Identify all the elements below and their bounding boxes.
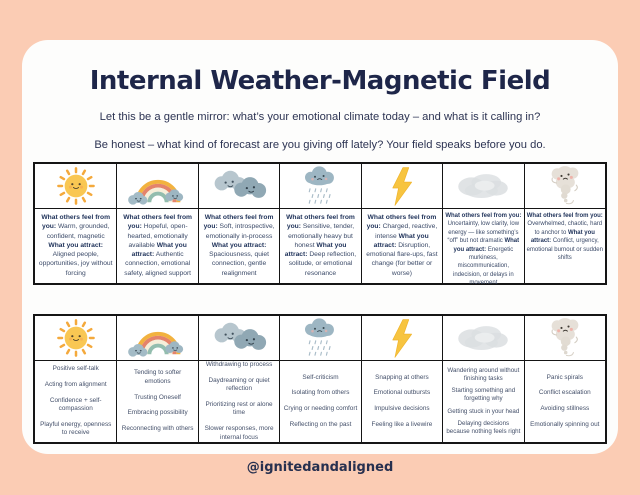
rainbow-icon bbox=[125, 166, 191, 207]
feel-label: What others feel from you: bbox=[445, 213, 522, 219]
icon-cell-sunny bbox=[35, 164, 116, 209]
sign-item: Acting from alignment bbox=[44, 381, 107, 389]
field-row bbox=[35, 209, 605, 287]
signs-cell-rainbow bbox=[116, 361, 197, 442]
tornado-icon bbox=[545, 316, 585, 361]
page-title: Internal Weather-Magnetic Field bbox=[89, 66, 551, 96]
fog-icon bbox=[453, 170, 513, 203]
sign-item: Confidence + self-compassion bbox=[49, 396, 102, 413]
signs-cell-foggy bbox=[442, 361, 523, 442]
icon-cell-rainbow bbox=[116, 164, 197, 209]
subtitle-line-2: Be honest – what kind of forecast are you giving off lately? Your field speaks before you do. bbox=[94, 139, 546, 151]
sun-icon bbox=[54, 164, 98, 208]
field-cell-cloudy bbox=[198, 209, 279, 283]
feel-label: What others feel from you: bbox=[286, 214, 355, 231]
sun-icon bbox=[54, 316, 98, 360]
clouds-icon bbox=[206, 318, 272, 359]
feel-label: What others feel from you: bbox=[41, 214, 111, 231]
sign-item: Trusting Oneself bbox=[134, 393, 181, 401]
rain-cloud-icon bbox=[300, 318, 340, 358]
feel-label: What others feel from you: bbox=[123, 214, 192, 231]
sign-item: Embracing possibility bbox=[127, 409, 188, 417]
sign-item: Feeling like a livewire bbox=[371, 421, 433, 429]
icon-cell-tornado bbox=[524, 316, 605, 361]
sign-item: Isolating from others bbox=[291, 389, 350, 397]
icon-cell-rainy bbox=[279, 316, 360, 361]
field-cell-sunny bbox=[35, 209, 116, 283]
fog-icon bbox=[453, 322, 513, 355]
attract-label: What you attract: bbox=[530, 229, 595, 245]
feel-text: Soft, introspective, emotionally in-process bbox=[205, 223, 275, 240]
field-cell-foggy bbox=[442, 209, 523, 287]
rain-cloud-icon bbox=[300, 166, 340, 206]
attract-text: Energetic murkiness, miscommunication, indecision, or delays in movement bbox=[453, 246, 514, 287]
signs-cell-rainy bbox=[279, 361, 360, 442]
sign-item: Playful energy, openness to receive bbox=[40, 421, 112, 437]
sign-item: Daydreaming or quiet reflection bbox=[208, 376, 270, 393]
signs-cell-tornado bbox=[524, 361, 605, 442]
sign-item: Impulsive decisions bbox=[374, 405, 430, 413]
attract-label: What you attract: bbox=[284, 241, 347, 258]
sign-item: Slower responses, more internal focus bbox=[204, 425, 274, 441]
sign-item: Tending to softer emotions bbox=[134, 369, 182, 385]
attract-label: What you attract: bbox=[373, 232, 429, 249]
icon-cell-stormy bbox=[361, 164, 442, 209]
lightning-icon bbox=[387, 166, 416, 207]
icon-cell-tornado bbox=[524, 164, 605, 209]
attract-label: What you attract: bbox=[453, 238, 520, 253]
sign-item: Starting something and forgetting why bbox=[451, 387, 516, 403]
icon-row bbox=[35, 316, 605, 361]
attract-text: Aligned people, opportunities, joy without forcing bbox=[38, 251, 113, 277]
clouds-icon bbox=[206, 166, 272, 207]
sign-item: Delaying decisions because nothing feels right bbox=[446, 420, 521, 436]
attract-label: What you attract: bbox=[131, 241, 187, 258]
icon-cell-cloudy bbox=[198, 164, 279, 209]
attract-label: What you attract: bbox=[211, 241, 267, 249]
icon-cell-rainbow bbox=[116, 316, 197, 361]
social-handle: @ignitedandaligned bbox=[246, 460, 394, 475]
feel-text: Hopeful, open-hearted, emotionally available bbox=[127, 223, 188, 249]
sign-item: Reflecting on the past bbox=[289, 421, 352, 429]
attract-text: Spaciousness, quiet connection, gentle realignment bbox=[209, 251, 269, 277]
field-cell-stormy bbox=[361, 209, 442, 283]
sign-item: Reconnecting with others bbox=[121, 425, 194, 433]
sign-item: Positive self-talk bbox=[52, 365, 99, 373]
signs-row bbox=[35, 361, 605, 442]
sign-item: Conflict escalation bbox=[538, 389, 591, 397]
icon-cell-foggy bbox=[442, 164, 523, 209]
subtitle-line-1: Let this be a gentle mirror: what’s your emotional climate today – and what is it calling in? bbox=[99, 111, 541, 123]
tornado-icon bbox=[545, 164, 585, 209]
sign-item: Prioritizing rest or alone time bbox=[205, 401, 273, 417]
signs-cell-sunny bbox=[35, 361, 116, 442]
icon-cell-sunny bbox=[35, 316, 116, 361]
sign-item: Getting stuck in your head bbox=[447, 407, 520, 415]
attract-text: Disruption, emotional flare-ups, fast change (for better or worse) bbox=[366, 241, 438, 277]
attract-label: What you attract: bbox=[48, 241, 104, 249]
sign-item: Self-criticism bbox=[302, 373, 339, 381]
signs-cell-cloudy bbox=[198, 361, 279, 442]
sign-item: Wandering around without finishing tasks bbox=[447, 366, 520, 382]
feel-label: What others feel from you: bbox=[366, 214, 437, 231]
sign-item: Emotionally spinning out bbox=[530, 421, 600, 429]
feel-label: What others feel from you: bbox=[203, 214, 274, 231]
content-card bbox=[22, 40, 618, 454]
field-cell-rainbow bbox=[116, 209, 197, 283]
sign-item: Withdrawing to process bbox=[205, 361, 273, 369]
lightning-icon bbox=[387, 318, 416, 359]
magnetic-field-table bbox=[33, 162, 607, 285]
field-cell-tornado bbox=[524, 209, 605, 283]
icon-cell-foggy bbox=[442, 316, 523, 361]
field-cell-rainy bbox=[279, 209, 360, 283]
sign-item: Crying or needing comfort bbox=[283, 405, 358, 413]
signs-cell-stormy bbox=[361, 361, 442, 442]
sign-item: Panic spirals bbox=[546, 373, 583, 381]
attract-text: Deep reflection, solitude, or emotional resonance bbox=[288, 251, 357, 277]
icon-cell-stormy bbox=[361, 316, 442, 361]
attract-text: Authentic connection, emotional safety, aligned support bbox=[124, 251, 192, 277]
attract-text: Conflict, urgency, emotional burnout or sudden shifts bbox=[526, 238, 603, 261]
sign-item: Emotional outbursts bbox=[373, 389, 431, 397]
feel-text: Overwhelmed, chaotic, hard to anchor to bbox=[527, 221, 603, 236]
feel-text: Sensitive, tender, emotionally heavy but honest bbox=[288, 223, 355, 249]
icon-cell-cloudy bbox=[198, 316, 279, 361]
feel-text: Warm, grounded, confident, magnetic bbox=[46, 223, 110, 240]
icon-row bbox=[35, 164, 605, 209]
rainbow-icon bbox=[125, 318, 191, 359]
feel-label: What others feel from you: bbox=[526, 213, 603, 219]
signs-table bbox=[33, 314, 607, 444]
feel-text: Uncertainty, low clarity, low energy — like something’s “off” but not dramatic bbox=[447, 221, 520, 245]
feel-text: Charged, reactive, intense bbox=[375, 223, 438, 240]
icon-cell-rainy bbox=[279, 164, 360, 209]
sign-item: Avoiding stillness bbox=[540, 405, 590, 413]
sign-item: Snapping at others bbox=[375, 373, 429, 381]
